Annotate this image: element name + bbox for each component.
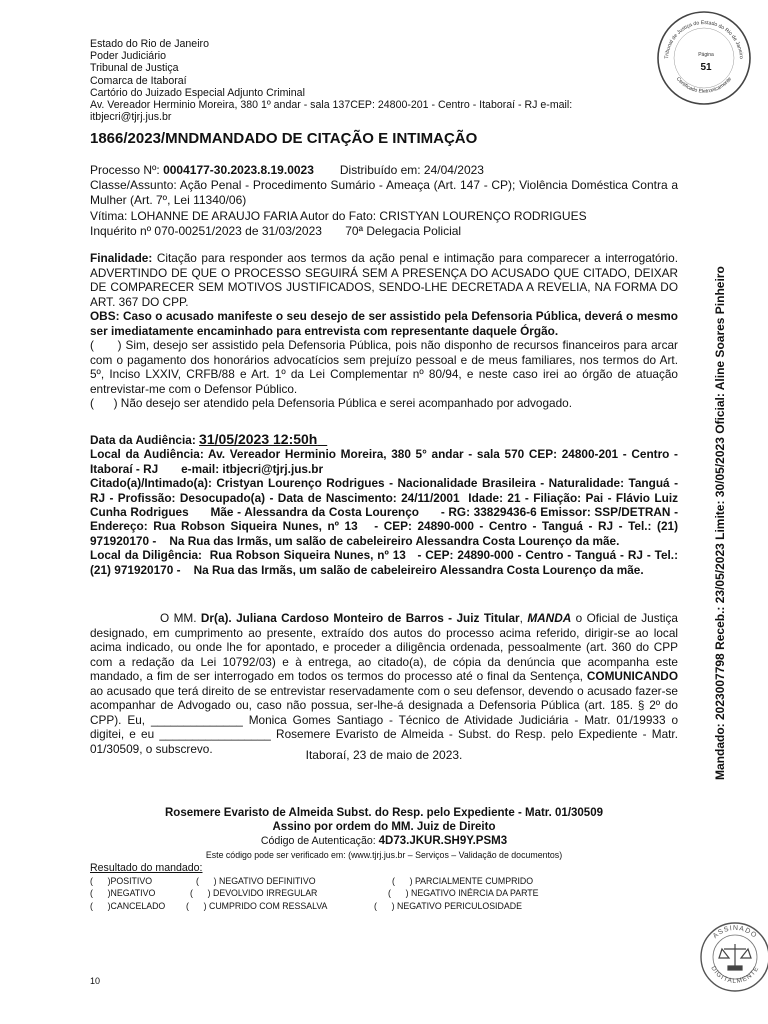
auth-code-label: Código de Autenticação: [260, 835, 379, 847]
mandate-text-3: o Oficial de Justiça designado, em cumprimento ao presente, extraído dos autos do processo acima referido, dirigir-se ao local acima indicado, ou onde lhe for apontado, e proceder a diligência ordenada, pessoalmente (art. 360 do CPP com a redação da Lei 10792/03) e à entrega, ao citado(a), de cópia da denúncia que acompanha este mandado, a fim de ser interrogado em todos os termos do processo até o final da Sentença, [90, 611, 678, 683]
mandate-text-4: ao acusado que terá direito de se entrevistar reservadamente com o seu defensor, devendo o acusado fazer-se acompanhar de Advogado ou, caso não possua, ser-lhe-á designada a Defensoria Pública (art. 185. § 2º do CPP). Eu, ______________ Monica Gomes Santiago - Técnico de Atividade Judiciária - Matr. 01/19933 o digitei, e eu _________________ Rosemere Evaristo de Almeida - Subst. do Resp. pelo Expediente - Matr. 01/30509, o subscrevo. [90, 683, 678, 756]
header-line-state: Estado do Rio de Janeiro [90, 38, 209, 50]
purpose-text [90, 251, 678, 309]
mandate-body [90, 611, 678, 756]
hearing-location: Local da Audiência: Av. Vereador Herminio Moreira, 380 5° andar - sala 570 CEP: 24800-201 - Centro - Itaboraí - RJ e-mail: itbjecri@tjrj.jus.br [90, 447, 682, 476]
process-label: Processo Nº: [90, 163, 164, 177]
digital-signature-stamp [698, 920, 768, 994]
summoned-person-details: Citado(a)/Intimado(a): Cristyan Lourenço Rodrigues - Nacionalidade Brasileira - Naturalidade: Tanguá - RJ - Profissão: Desocupado(a) - Data de Nascimento: 24/11/2001 Idade: 21 - Filiação: Pai - Flávio Luiz Cunha Rodrigues Mãe - Alessandra da Costa Lourenço - RG: 33829436-6 Emissor: SSP/DETRAN - Endereço: Rua Robson Siqueira Nunes, nº 13 - CEP: 24890-000 - Centro - Tanguá - RJ - Tel.: (21) 971920170 - Na Rua das Irmãs, um salão de cabeleireiro Alessandra Costa Lourenço da mãe. [90, 476, 682, 548]
diligence-location: Local da Diligência: Rua Robson Siqueira Nunes, nº 13 - CEP: 24890-000 - Centro - Tanguá - RJ - Tel.: (21) 971920170 - Na Rua das Irmãs, um salão de cabeleireiro Alessandra Costa Lourenço da mãe. [90, 548, 682, 577]
result-option-fulfilled-reservation: ( ) CUMPRIDO COM RESSALVA [186, 900, 328, 911]
result-option-negative-danger: ( ) NEGATIVO PERICULOSIDADE [374, 900, 522, 911]
public-defender-yes-option: ( ) Sim, desejo ser assistido pela Defensoria Pública, pois não disponho de recursos financeiros para arcar com o pagamento dos honorários advocatícios sem prejuízo pessoal e de meus familiares, nos termos do Art. 5º, Inciso LXXIV, CRFB/88 e Art. 1º da Lei Complementar nº 80/94, e neste caso irei ao órgão de atuação entrevistar-me com o Defensor Público. [90, 338, 682, 396]
document-title: 1866/2023/MNDMANDADO DE CITAÇÃO E INTIMAÇÃO [90, 130, 478, 147]
process-number-row [90, 163, 678, 178]
header-line-district: Comarca de Itaboraí [90, 74, 187, 87]
verification-note: Este código pode ser verificado em: (www.tjrj.jus.br – Serviços – Validação de documentos) [205, 850, 563, 860]
page-number: 10 [90, 976, 101, 986]
purpose-label: Finalidade: [90, 251, 153, 265]
purpose-body: Citação para responder aos termos da ação penal e intimação para comparecer a interrogatório. ADVERTINDO DE QUE O PROCESSO SEGUIRÁ SEM A PRESENÇA DO ACUSADO QUE CITADO, DEIXAR DE COMPARECER SEM MOTIVOS JUSTIFICADOS, SENDO-LHE DECRETADA A REVELIA, NA FORMA DO ART. 367 DO CPP. [90, 251, 678, 309]
result-option-negative-inertia: ( ) NEGATIVO INÉRCIA DA PARTE [388, 888, 539, 898]
distribution-date: Distribuído em: 24/04/2023 [339, 163, 484, 177]
stamp-top-text: ASSINADO [711, 924, 759, 941]
signature-name: Rosemere Evaristo de Almeida Subst. do Resp. pelo Expediente - Matr. 01/30509 [164, 807, 603, 819]
result-title: Resultado do mandado: [90, 862, 203, 874]
hearing-date-row [90, 432, 678, 447]
inquiry-info: Inquérito nº 070-00251/2023 de 31/03/2023 70ª Delegacia Policial [90, 223, 462, 238]
stamp-bottom-text: DIGITALMENTE [709, 964, 761, 985]
judge-name: Dr(a). Juliana Cardoso Monteiro de Barros - Juiz Titular [200, 611, 520, 625]
place-and-date: Itaboraí, 23 de maio de 2023. [305, 748, 463, 762]
process-number: 0004177-30.2023.8.19.0023 [163, 163, 314, 177]
header-line-email: itbjecri@tjrj.jus.br [90, 111, 172, 124]
process-info [90, 163, 678, 239]
purpose-section [90, 251, 682, 411]
hearing-date-label: Data da Audiência: [90, 433, 200, 447]
header-line-court: Tribunal de Justiça [90, 62, 179, 75]
victim-author: Vítima: LOHANNE DE ARAUJO FARIA Autor do Fato: CRISTYAN LOURENÇO RODRIGUES [90, 208, 587, 223]
header-line-power: Poder Judiciário [90, 50, 166, 63]
header-line-address: Av. Vereador Herminio Moreira, 380 1º andar - sala 137CEP: 24800-201 - Centro - Itaboraí - RJ e-mail: [90, 99, 573, 112]
result-option-partial: ( ) PARCIALMENTE CUMPRIDO [392, 875, 534, 886]
seal-bottom-text: Certificado Eletronicamente [674, 76, 734, 95]
auth-code: 4D73.JKUR.SH9Y.PSM3 [378, 835, 508, 847]
side-delivery-info [689, 230, 729, 780]
result-options [90, 875, 610, 915]
result-option-negative-definitive: ( ) NEGATIVO DEFINITIVO [196, 875, 316, 886]
result-option-positive: ( )POSITIVO [90, 875, 153, 886]
result-option-cancelled: ( )CANCELADO [90, 900, 166, 911]
header-line-registry: Cartório do Juizado Especial Adjunto Criminal [90, 86, 305, 99]
side-delivery-text: Mandado: 2023007798 Receb.: 23/05/2023 Limite: 30/05/2023 Oficial: Aline Soares Pinheiro [713, 266, 727, 780]
mandate-result-section [90, 862, 610, 915]
comunicando-word: COMUNICANDO [586, 669, 678, 683]
court-header [90, 38, 572, 123]
class-subject: Classe/Assunto: Ação Penal - Procedimento Sumário - Ameaça (Art. 147 - CP); Violência Doméstica Contra a Mulher (Art. 7º, Lei 11340/06) [90, 178, 678, 208]
seal-page-number: 51 [700, 62, 712, 73]
result-option-returned-irregular: ( ) DEVOLVIDO IRREGULAR [190, 888, 318, 898]
page-certification-seal [654, 8, 754, 108]
hearing-date-value: 31/05/2023 12:50h [199, 431, 318, 447]
public-defender-no-option: ( ) Não desejo ser atendido pela Defensoria Pública e serei acompanhado por advogado. [90, 396, 573, 410]
signature-order: Assino por ordem do MM. Juiz de Direito [272, 821, 496, 833]
signature-block [0, 806, 768, 862]
mandate-text-2: , [519, 611, 528, 625]
manda-word: MANDA [527, 611, 572, 625]
seal-ring-text: Tribunal de Justiça do Estado do Rio de Janeiro [663, 19, 745, 60]
obs-note: OBS: Caso o acusado manifeste o seu desejo de ser assistido pela Defensoria Pública, deverá o mesmo ser imediatamente encaminhado para entrevista com representante daquele Órgão. [90, 309, 678, 338]
result-option-negative: ( )NEGATIVO [90, 888, 156, 898]
hearing-section [90, 431, 682, 577]
seal-page-label: Página [698, 52, 714, 58]
mandate-text-1: O MM. [160, 611, 201, 625]
